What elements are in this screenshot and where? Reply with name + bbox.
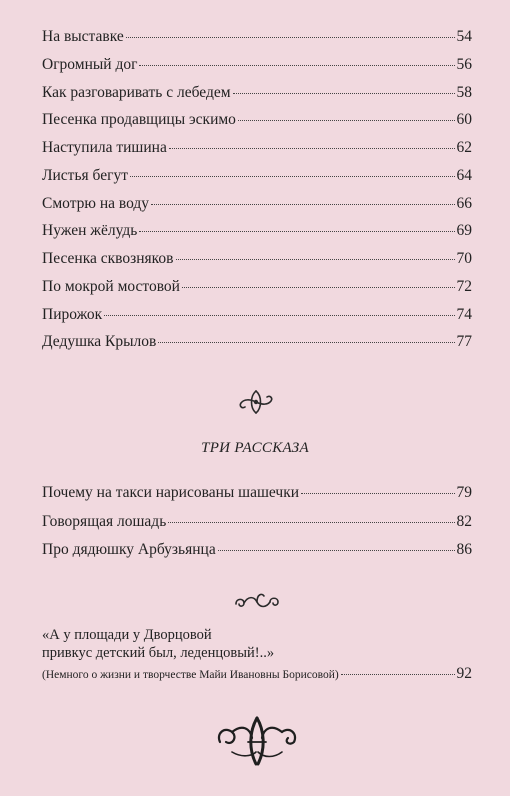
leader-dots — [139, 65, 454, 66]
toc-entry[interactable] — [42, 56, 472, 76]
leader-dots — [139, 231, 454, 232]
toc-entry[interactable] — [42, 139, 472, 159]
page-number: 86 — [456, 541, 472, 558]
section-heading-text: ТРИ РАССКАЗА — [201, 440, 309, 456]
toc-title: Смотрю на воду — [42, 195, 150, 212]
toc-entry[interactable] — [42, 665, 472, 683]
toc-entry[interactable] — [42, 278, 472, 298]
toc-entry[interactable] — [42, 222, 472, 242]
leader-dots — [176, 259, 455, 260]
page-number: 58 — [456, 84, 472, 101]
page-number: 74 — [456, 306, 472, 323]
toc-entry[interactable] — [42, 333, 472, 353]
toc-entry[interactable] — [42, 195, 472, 215]
toc-title: Как разговаривать с лебедем — [42, 84, 231, 101]
toc-title: Дедушка Крылов — [42, 333, 157, 350]
flourish-ornament — [238, 388, 274, 416]
section-heading — [0, 440, 510, 457]
toc-entry[interactable] — [42, 167, 472, 187]
page-number: 70 — [456, 250, 472, 267]
toc-title: Говорящая лошадь — [42, 513, 167, 530]
toc-entry[interactable] — [42, 84, 472, 104]
leader-dots — [126, 37, 455, 38]
toc-entry[interactable] — [42, 484, 472, 504]
toc-title: Наступила тишина — [42, 139, 167, 156]
toc-entry[interactable] — [42, 513, 472, 533]
leader-dots — [182, 287, 455, 288]
toc-title: Песенка продавщицы эскимо — [42, 111, 236, 128]
leader-dots — [168, 522, 454, 523]
leader-dots — [233, 93, 455, 94]
toc-entry[interactable] — [42, 111, 472, 131]
toc-title: Почему на такси нарисованы шашечки — [42, 484, 300, 501]
toc-entry[interactable] — [42, 28, 472, 48]
toc-title: (Немного о жизни и творчестве Майи Ивановны Борисовой) — [42, 669, 339, 681]
leader-dots — [130, 176, 455, 177]
toc-title: На выставке — [42, 28, 124, 45]
page-number: 62 — [456, 139, 472, 156]
scroll-ornament — [232, 590, 282, 614]
leader-dots — [169, 148, 455, 149]
quote-line: привкус детский был, леденцовый!..» — [42, 645, 275, 661]
page-number: 79 — [456, 484, 472, 501]
page-number: 77 — [456, 333, 472, 350]
toc-title: Песенка сквозняков — [42, 250, 174, 267]
leader-dots — [341, 674, 455, 675]
page-number: 82 — [456, 513, 472, 530]
page-number: 60 — [456, 111, 472, 128]
toc-title: Про дядюшку Арбузьянца — [42, 541, 216, 558]
toc-title: Огромный дог — [42, 56, 138, 73]
leader-dots — [301, 493, 454, 494]
toc-title: Нужен жёлудь — [42, 222, 138, 239]
page-number: 64 — [456, 167, 472, 184]
leader-dots — [158, 342, 454, 343]
page-number: 66 — [456, 195, 472, 212]
toc-entry[interactable] — [42, 541, 472, 561]
toc-title: Листья бегут — [42, 167, 128, 184]
quote-line: «А у площади у Дворцовой — [42, 627, 212, 643]
leader-dots — [151, 204, 454, 205]
leader-dots — [104, 315, 454, 316]
page-number: 72 — [456, 278, 472, 295]
toc-title: По мокрой мостовой — [42, 278, 180, 295]
page-number: 56 — [456, 56, 472, 73]
leader-dots — [238, 120, 455, 121]
toc-title: Пирожок — [42, 306, 103, 323]
page-number: 69 — [456, 222, 472, 239]
toc-entry[interactable] — [42, 250, 472, 270]
toc-entry[interactable] — [42, 306, 472, 326]
page-number: 92 — [456, 665, 472, 682]
leader-dots — [218, 550, 455, 551]
swash-ornament — [212, 712, 302, 770]
page-number: 54 — [456, 28, 472, 45]
